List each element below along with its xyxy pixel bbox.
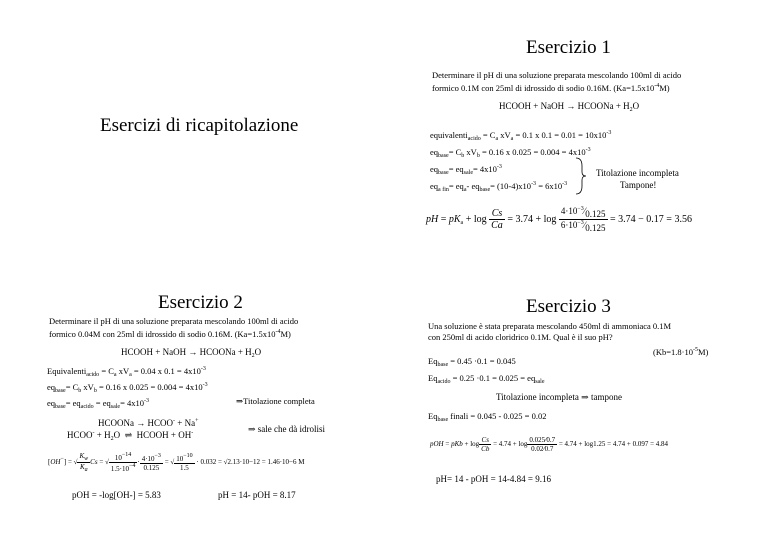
ex1-reaction: HCOOH + NaOH → HCOONa + $H_2O$ (499, 101, 640, 113)
ex1-brace (574, 156, 588, 196)
ex2-problem-line1: Determinare il pH di una soluzione preparata mescolando 100ml di acido (49, 316, 299, 326)
ex1-problem-line2: formico 0.1M con 25ml di idrossido di sodio 0.16M. $(Ka=1.5x10^{-4}M)$ (432, 83, 670, 93)
ex1-ph-formula: pH = $pK_a + \log$ $\frac{Cs}{Ca}$ = 3.74 + log $\frac{4\cdot 10^{-3}⁄0.125}{6\cdot 10^{-3}⁄0.125}$ = 3.74 − 0.17 = 3.56 (426, 206, 692, 233)
ex2-note: ⇒Titolazione completa (236, 396, 315, 406)
ex2-eq-base: $eq_{base}= C_b$ $xV_b = 0.16$ x $0.025 = 0.004 = 4x10^{-3}$ (47, 382, 208, 394)
ex1-ph-rhs1: = 3.74 + log (507, 213, 557, 225)
ex1-problem-line1: Determinare il pH di una soluzione preparata mescolando 100ml di acido (432, 70, 682, 80)
ex1-note-line2: Tampone! (620, 180, 657, 190)
ex1-eq-final: $eq_{a fin}= eq_a-$ $eq_{base}= (10-4)x10^{-3} = 6x10^{-3}$ (430, 181, 568, 193)
ex2-hydrolysis: HCOO- + $H_2O$ ⇌ HCOOH + OH- (67, 430, 194, 442)
ex2-hydro-note: ⇒ sale che dà idrolisi (248, 424, 326, 434)
ex2-eq-acid: Equivalenti$_{acido}$ = $C_a$ $xV_a = 0.04$ x $0.1 = 4x10^{-3}$ (47, 366, 206, 378)
ex2-dissociation: HCOONa → HCOO- + Na+ (98, 418, 199, 428)
ex1-eq-acid: equivalenti$_{acido}$ = $C_a$ $xV_a = 0.1$ x $0.1 = 0.01 = 10x10^{-3}$ (430, 130, 612, 142)
ex3-eq-base: $Eq_{base} = 0.45 \cdot 0.1 = 0.045$ (428, 356, 516, 368)
ex2-oh-formula: [OH−] = √ $\frac{Kw}{Ka}$ Cs = √ $\frac{10-14}{1.5\cdot 10-4}$ · $\frac{4\cdot 10-3}{0.125}$ = √ $\frac{10-10}{1.5}$ · 0.032 = √2.13·10−12 = 1.46·10−6 M (48, 452, 305, 473)
ex2-oh-tail: · 0.032 = √2.13·10−12 = 1.46·10−6 M (196, 458, 305, 467)
ex1-eq-salt: $eq_{base}= eq_{sale}= 4x10^{-3}$ (430, 164, 502, 176)
ex2-title: Esercizio 2 (158, 292, 243, 313)
ex2-problem-line2: formico 0.04M con 25ml di idrossido di sodio 0.16M. $(Ka=1.5x10^{-4}M)$ (49, 329, 291, 339)
recap-title: Esercizi di ricapitolazione (100, 115, 299, 136)
ex3-title: Esercizio 3 (526, 296, 611, 317)
ex3-note: Titolazione incompleta ⇒ tampone (496, 392, 622, 402)
ex3-eq-final: $Eq_{base}$ finali = 0.045 - 0.025 = 0.02 (428, 411, 547, 423)
ex1-title: Esercizio 1 (526, 37, 611, 58)
ex3-poh-formula: pOH = pKb + log $\frac{Cs}{Cb}$ = 4.74 + log $\frac{0.025⁄0.7}{0.02⁄0.7}$ = 4.74 + log1.25 = 4.74 + 0.097 = 4.84 (430, 436, 669, 453)
ex3-ph: pH= 14 - pOH = 14-4.84 = 9.16 (436, 474, 551, 484)
ex1-ph-rhs2: = 3.74 − 0.17 = 3.56 (610, 213, 692, 225)
ex1-note-line1: Titolazione incompleta (596, 168, 679, 178)
ex2-reaction: HCOOH + NaOH → HCOONa + $H_2O$ (121, 347, 262, 359)
ex3-kb: $(Kb=1.8\cdot 10^{-5}M)$ (653, 347, 709, 357)
ex2-eq-salt: $eq_{base}= eq_{acido} = eq_{sale}= 4x10^{-3}$ (47, 398, 149, 410)
ex3-problem-line1: Una soluzione è stata preparata mescolando 450ml di ammoniaca 0.1M (428, 321, 672, 331)
ex3-poh-rhs: = 4.74 + log1.25 = 4.74 + 0.097 = 4.84 (558, 440, 669, 449)
ex3-eq-acid: $Eq_{acido} = 0.25 \cdot 0.1 = 0.025 = eq_{sale}$ (428, 373, 545, 385)
ex2-poh: pOH = -log[OH-] = 5.83 (72, 490, 161, 500)
ex3-problem-line2: con 250ml di acido cloridrico 0.1M. Qual è il suo pH? (428, 332, 613, 342)
ex2-ph: pH = 14- pOH = 8.17 (218, 490, 296, 500)
ex1-eq-base: $eq_{base}= C_b$ $xV_b = 0.16$ x $0.025 = 0.004 = 4x10^{-3}$ (430, 147, 591, 159)
